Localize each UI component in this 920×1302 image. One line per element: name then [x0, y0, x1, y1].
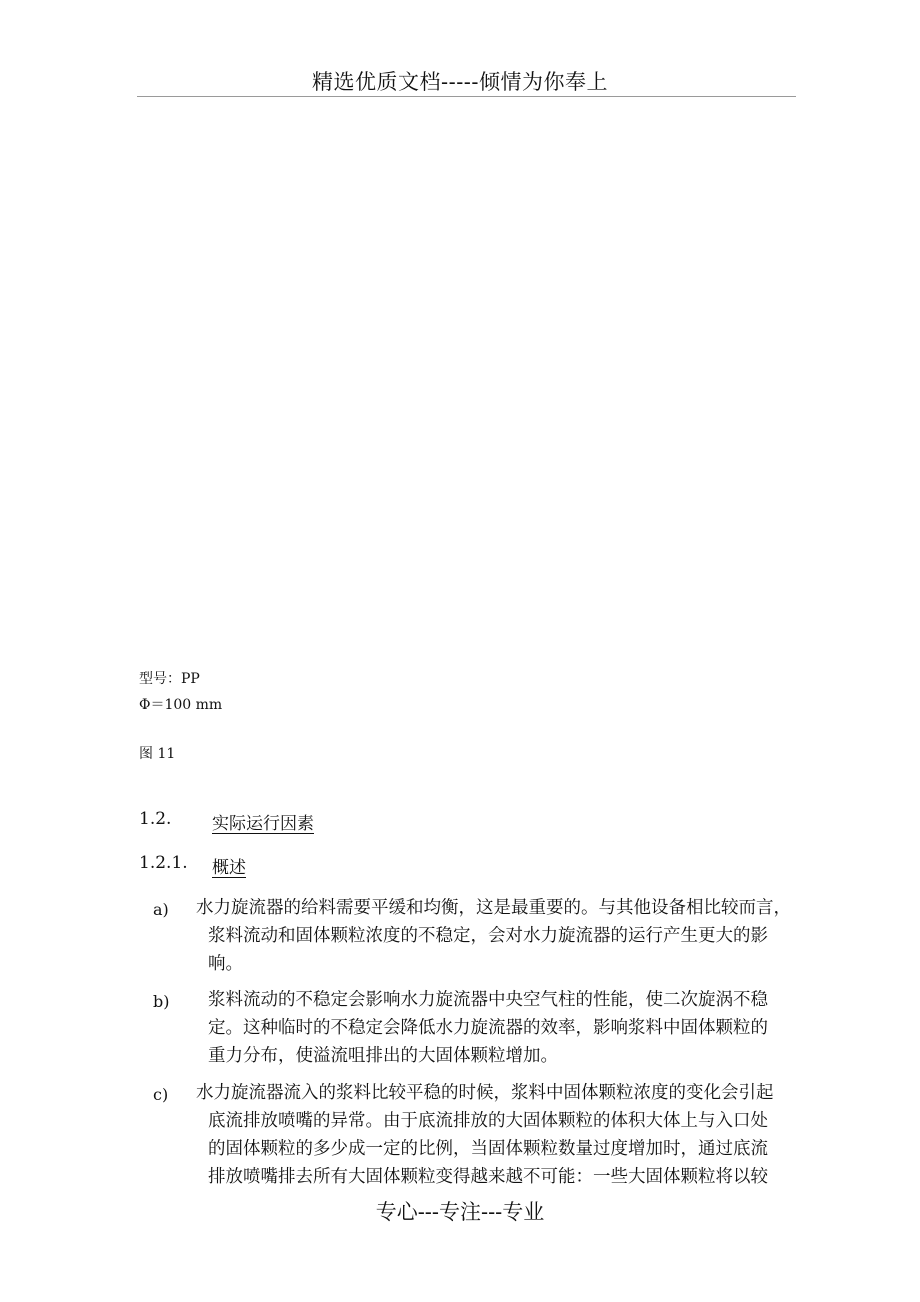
text-line: 重力分布，使溢流咀排出的大固体颗粒增加。	[208, 1046, 558, 1066]
list-item-text	[196, 1079, 796, 1191]
section-title: 实际运行因素	[212, 814, 314, 834]
list-item-marker: b)	[153, 992, 170, 1011]
model-label: 型号：PP	[139, 671, 200, 687]
list-item-text	[196, 894, 796, 978]
text-line: 响。	[208, 954, 243, 974]
text-line: 排放喷嘴排去所有大固体颗粒变得越来越不可能：一些大固体颗粒将以较	[208, 1167, 768, 1187]
text-line: 水力旋流器流入的浆料比较平稳的时候，浆料中固体颗粒浓度的变化会引起	[196, 1083, 774, 1103]
text-line: 的固体颗粒的多少成一定的比例，当固体颗粒数量过度增加时，通过底流	[208, 1139, 768, 1159]
diameter-label: Φ＝100 mm	[139, 697, 223, 713]
text-line: 浆料流动的不稳定会影响水力旋流器中央空气柱的性能，使二次旋涡不稳	[208, 990, 768, 1010]
subsection-title: 概述	[212, 858, 246, 878]
text-line: 定。这种临时的不稳定会降低水力旋流器的效率，影响浆料中固体颗粒的	[208, 1018, 768, 1038]
text-line: 水力旋流器的给料需要平缓和均衡，这是最重要的。与其他设备相比较而言，	[196, 898, 791, 918]
header-divider	[137, 96, 796, 97]
subsection-number: 1.2.1.	[139, 853, 188, 873]
figure-label: 图 11	[139, 746, 176, 762]
page-footer: 专心---专注---专业	[375, 1200, 545, 1224]
text-line: 浆料流动和固体颗粒浓度的不稳定，会对水力旋流器的运行产生更大的影	[208, 926, 768, 946]
list-item-marker: a)	[153, 900, 169, 919]
list-item-marker: c)	[153, 1085, 169, 1104]
section-number: 1.2.	[139, 809, 172, 829]
list-item-text	[208, 986, 796, 1070]
text-line: 底流排放喷嘴的异常。由于底流排放的大固体颗粒的体积大体上与入口处	[208, 1111, 768, 1131]
page-header: 精选优质文档-----倾情为你奉上	[312, 70, 608, 94]
